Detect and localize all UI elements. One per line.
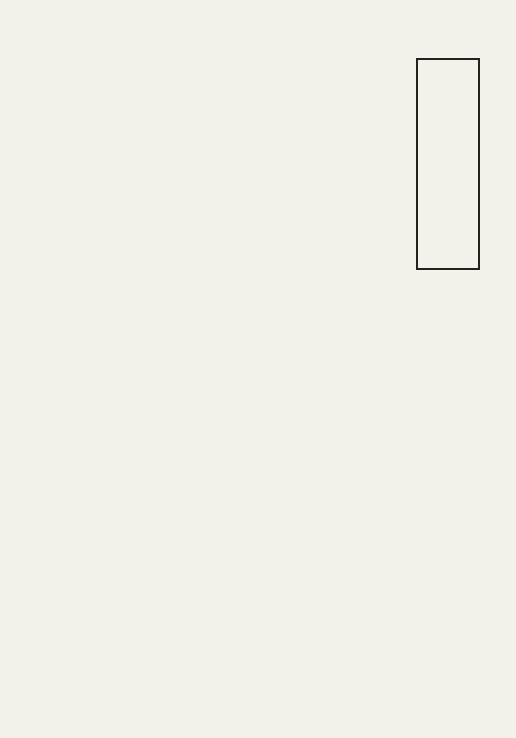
section-title-box <box>416 58 480 270</box>
